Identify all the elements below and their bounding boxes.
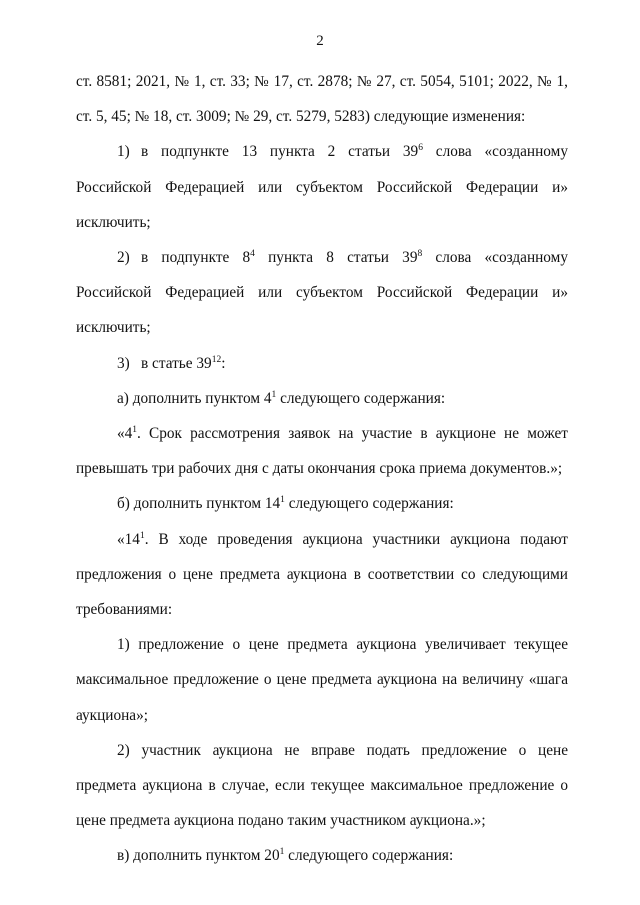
superscript: 4 (250, 249, 255, 260)
text: слова «созданному Российской Федерацией или субъектом Российской Федерации и» исключить; (76, 143, 568, 231)
paragraph-quote-4-1 (76, 416, 568, 486)
superscript: 12 (211, 354, 222, 365)
text: следующего содержания: (284, 495, 454, 513)
paragraph-requirement-2 (76, 733, 568, 839)
paragraph-sub-a (76, 381, 568, 416)
text: «14 (117, 530, 140, 548)
text: в подпункте 8 (141, 249, 251, 267)
text: . В ходе проведения аукциона участники аукциона подают предложения о цене предмета аукциона в соответствии со следующими требованиями: (76, 530, 568, 619)
superscript: 8 (417, 249, 423, 260)
paragraph-requirement-1 (76, 627, 568, 733)
superscript: 1 (279, 847, 285, 858)
superscript: 1 (271, 389, 277, 400)
paragraph-item-2 (76, 240, 568, 346)
paragraph-item-1 (76, 134, 568, 240)
text: в подпункте 13 пункта 2 статьи 39 (141, 143, 419, 161)
paragraph-sub-v (76, 838, 568, 873)
paragraph-quote-14-1 (76, 522, 568, 628)
item-number: 1) (117, 143, 130, 161)
superscript: 1 (280, 495, 285, 506)
superscript: 1 (132, 425, 138, 436)
document-body (76, 64, 568, 874)
text: в) дополнить пунктом 20 (117, 847, 280, 865)
text: пункта 8 статьи 39 (254, 249, 418, 267)
item-number: 2) (117, 249, 130, 267)
page-number: 2 (316, 33, 324, 49)
paragraph-sources (76, 64, 568, 134)
text: 1) предложение о цене предмета аукциона увеличивает текущее максимальное предложение о цене предмета аукциона на величину «шага аукциона»; (76, 636, 568, 724)
superscript: 6 (418, 143, 423, 154)
item-number: 3) (117, 354, 130, 372)
text: : (221, 354, 226, 372)
superscript: 1 (139, 530, 145, 541)
text: следующего содержания: (276, 389, 446, 407)
text: . Срок рассмотрения заявок на участие в аукционе не может превышать три рабочих дня с даты окончания срока приема документов.»; (76, 425, 568, 478)
text: слова «созданному Российской Федерацией или субъектом Российской Федерации и» исключить; (76, 249, 568, 337)
text: в статье 39 (141, 354, 212, 372)
text: следующего содержания: (284, 847, 454, 865)
text: б) дополнить пунктом 14 (117, 495, 281, 513)
paragraph-item-3 (76, 346, 568, 381)
paragraph-sub-b (76, 486, 568, 521)
text: 2) участник аукциона не вправе подать предложение о цене предмета аукциона в случае, если текущее максимальное предложение о цене предмета аукциона подано таким участником аукциона.»; (76, 741, 568, 830)
text: ст. 8581; 2021, № 1, ст. 33; № 17, ст. 2878; № 27, ст. 5054, 5101; 2022, № 1, ст. 5, 45; № 18, ст. 3009; № 29, ст. 5279, 5283) следующие изменения: (76, 73, 568, 126)
text: а) дополнить пунктом 4 (117, 389, 272, 407)
text: «4 (117, 425, 133, 443)
